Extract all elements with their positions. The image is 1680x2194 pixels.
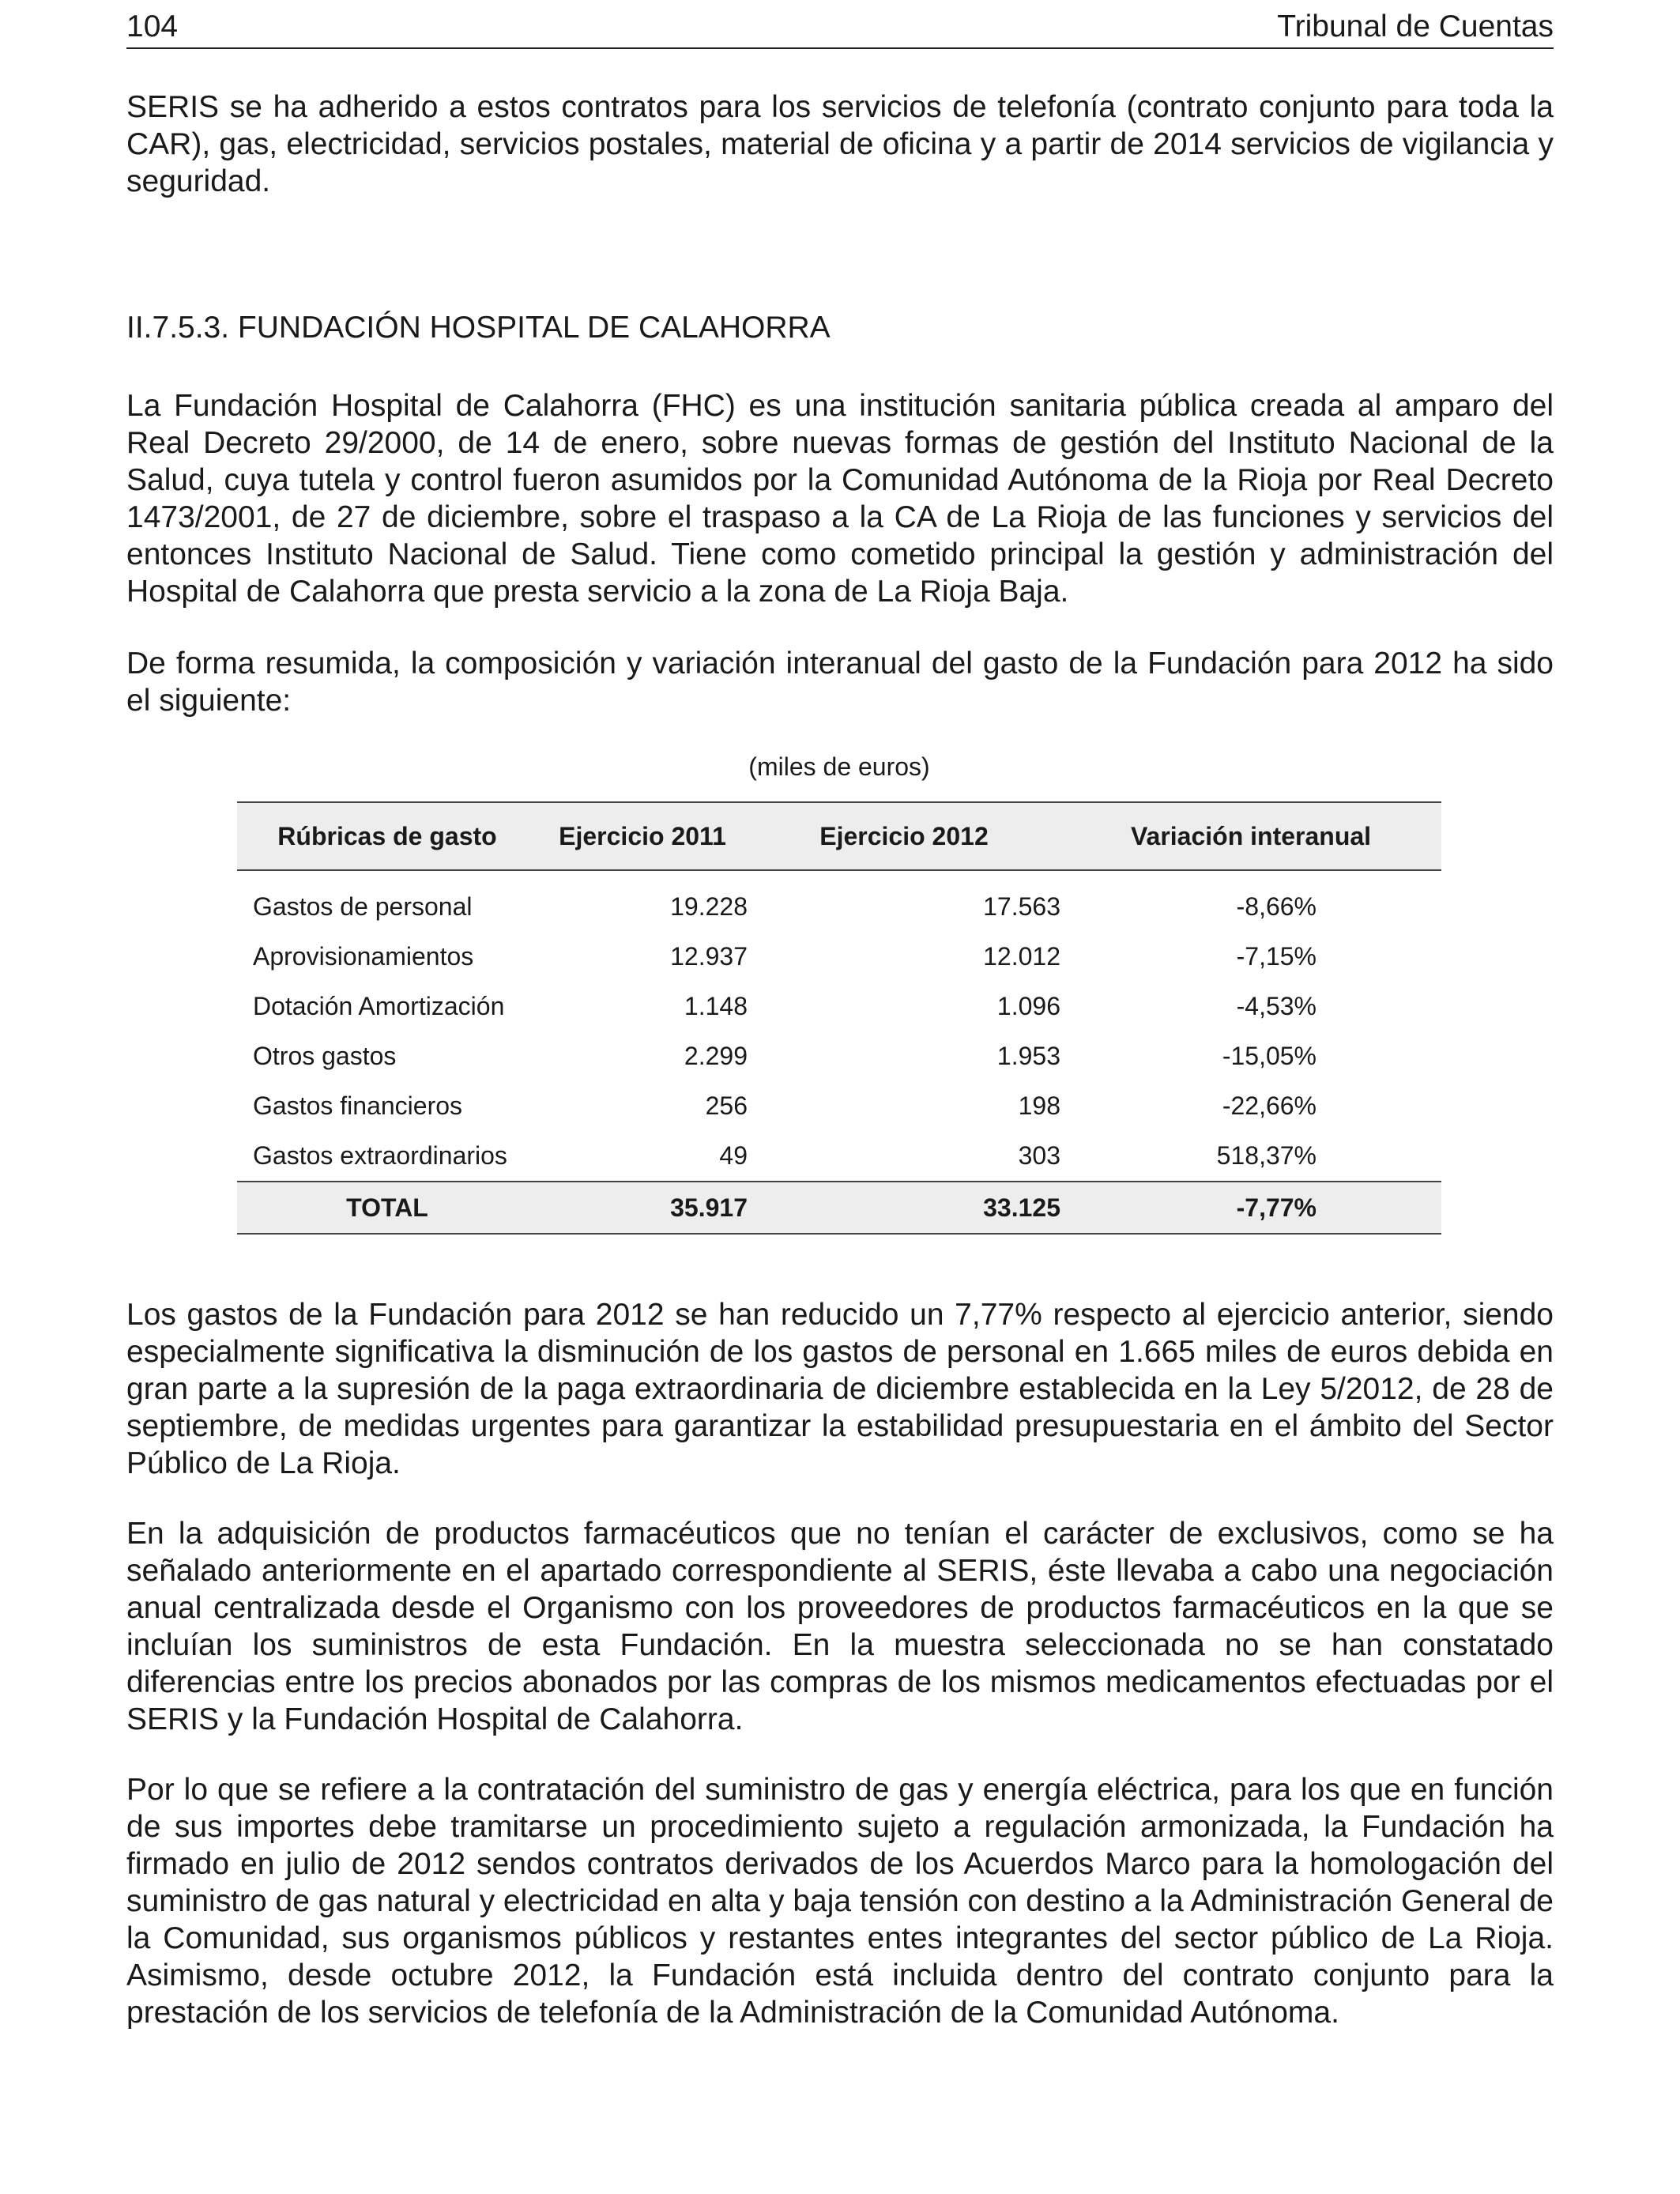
table-row [237, 932, 1441, 982]
value-2011: 12.937 [670, 942, 748, 971]
table-total-row [237, 1182, 1441, 1234]
value-2012: 12.012 [983, 942, 1060, 971]
value-2011: 19.228 [670, 892, 748, 921]
intro-paragraph: SERIS se ha adherido a estos contratos para los servicios de telefonía (contrato conjunto para toda la CAR), gas, electricidad, servicios postales, material de oficina y a partir de 2014 servicios de vigilancia y seguridad. [126, 90, 1554, 198]
row-label: Dotación Amortización [253, 992, 505, 1020]
total-variation: -7,77% [1060, 1182, 1441, 1234]
value-2012: 198 [1018, 1091, 1060, 1120]
total-2011: 35.917 [537, 1182, 748, 1234]
table-row [237, 1131, 1441, 1182]
table-row [237, 1031, 1441, 1081]
value-2012: 303 [1018, 1141, 1060, 1170]
row-label: Gastos de personal [253, 892, 473, 921]
row-label: Otros gastos [253, 1042, 397, 1070]
row-label: Aprovisionamientos [253, 942, 474, 971]
table-caption: (miles de euros) [748, 752, 930, 781]
variation: -8,66% [1236, 892, 1317, 921]
variation: -4,53% [1236, 992, 1317, 1020]
value-2012: 1.096 [996, 992, 1060, 1020]
pharma-paragraph: En la adquisición de productos farmacéuticos que no tenían el carácter de exclusivos, como se ha señalado anteriormente en el apartado correspondiente al SERIS, éste llevaba a cabo una negociación anual centralizada desde el Organismo con los proveedores de productos farmacéuticos en la que se incluían los suministros de esta Fundación. En la muestra seleccionada no se han constatado diferencias entre los precios abonados por las compras de los mismos medicamentos efectuadas por el SERIS y la Fundación Hospital de Calahorra. [126, 1517, 1554, 1736]
expense-reduction-paragraph: Los gastos de la Fundación para 2012 se han reducido un 7,77% respecto al ejercicio anterior, siendo especialmente significativa la disminución de los gastos de personal en 1.665 miles de euros debida en gran parte a la supresión de la paga extraordinaria de diciembre establecida en la Ley 5/2012, de 28 de septiembre, de medidas urgentes para garantizar la estabilidad presupuestaria en el ámbito del Sector Público de La Rioja. [126, 1298, 1554, 1480]
total-label: TOTAL [237, 1182, 537, 1234]
variation: -15,05% [1222, 1042, 1317, 1070]
section-heading: II.7.5.3. FUNDACIÓN HOSPITAL DE CALAHORRA [126, 311, 831, 345]
value-2011: 256 [705, 1091, 748, 1120]
institution-name: Tribunal de Cuentas [1277, 9, 1554, 43]
value-2012: 1.953 [996, 1042, 1060, 1070]
row-label: Gastos extraordinarios [253, 1141, 507, 1170]
value-2011: 49 [719, 1141, 748, 1170]
column-header: Ejercicio 2011 [537, 802, 748, 870]
value-2012: 17.563 [983, 892, 1060, 921]
table-row [237, 870, 1441, 932]
page-number: 104 [126, 9, 179, 43]
row-label: Gastos financieros [253, 1091, 463, 1120]
variation: -7,15% [1236, 942, 1317, 971]
table-intro-paragraph: De forma resumida, la composición y variación interanual del gasto de la Fundación para 2012 ha sido el siguiente: [126, 647, 1554, 718]
fhc-description-paragraph: La Fundación Hospital de Calahorra (FHC) es una institución sanitaria pública creada al amparo del Real Decreto 29/2000, de 14 de enero, sobre nuevas formas de gestión del Instituto Nacional de la Salud, cuya tutela y control fueron asumidos por la Comunidad Autónoma de la Rioja por Real Decreto 1473/2001, de 27 de diciembre, sobre el traspaso a la CA de La Rioja de las funciones y servicios del entonces Instituto Nacional de Salud. Tiene como cometido principal la gestión y administración del Hospital de Calahorra que presta servicio a la zona de La Rioja Baja. [126, 389, 1554, 609]
column-header: Rúbricas de gasto [237, 802, 537, 870]
expense-table [237, 801, 1441, 1235]
table-row [237, 982, 1441, 1031]
column-header: Ejercicio 2012 [748, 802, 1060, 870]
variation: -22,66% [1222, 1091, 1317, 1120]
energy-paragraph: Por lo que se refiere a la contratación del suministro de gas y energía eléctrica, para los que en función de sus importes debe tramitarse un procedimiento sujeto a regulación armonizada, la Fundación ha firmado en julio de 2012 sendos contratos derivados de los Acuerdos Marco para la homologación del suministro de gas natural y electricidad en alta y baja tensión con destino a la Administración General de la Comunidad, sus organismos públicos y restantes entes integrantes del sector público de La Rioja. Asimismo, desde octubre 2012, la Fundación está incluida dentro del contrato conjunto para la prestación de los servicios de telefonía de la Administración de la Comunidad Autónoma. [126, 1773, 1554, 2030]
table-header-row [237, 802, 1441, 870]
page-header [126, 6, 1554, 49]
total-2012: 33.125 [748, 1182, 1060, 1234]
value-2011: 2.299 [684, 1042, 748, 1070]
variation: 518,37% [1216, 1141, 1317, 1170]
table-row [237, 1081, 1441, 1131]
column-header: Variación interanual [1060, 802, 1441, 870]
value-2011: 1.148 [684, 992, 748, 1020]
